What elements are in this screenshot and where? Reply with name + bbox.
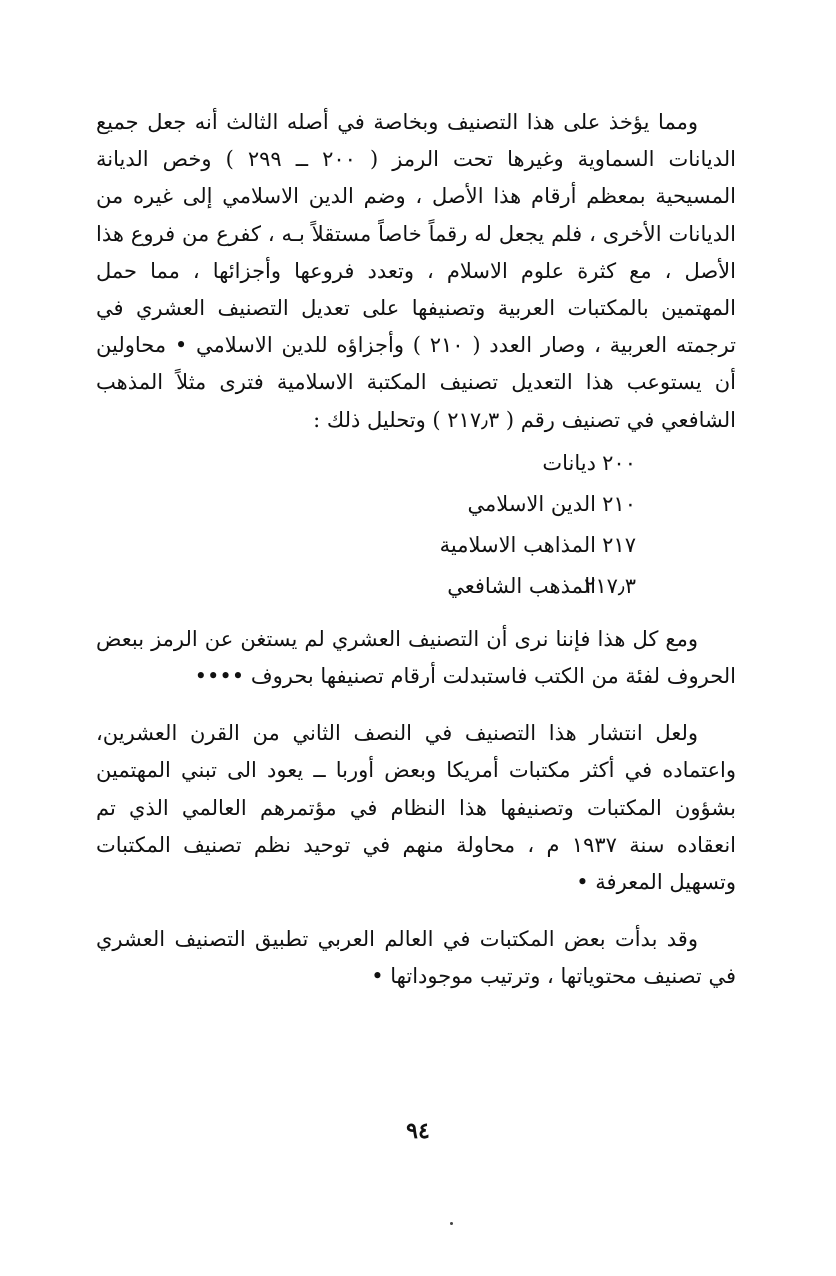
classification-table: [96, 443, 736, 607]
classification-code: ٢١٠: [602, 492, 636, 517]
classification-row: [96, 484, 736, 525]
paragraph-spread: ولعل انتشار هذا التصنيف في النصف الثاني من القرن العشرين، واعتماده في أكثر مكتبات أمريكا وبعض أوربا ــ يعود الى تبني المهتمين بشؤون المكتبات وتصنيفها هذا النظام في مؤتمرهم العالمي الذي تم انعقاده سنة ١٩٣٧ م ، محاولة منهم في توحيد نظم تصنيف المكتبات وتسهيل المعرفة •: [96, 721, 736, 895]
classification-code: ٢١٧: [602, 533, 636, 558]
paragraph-criticism: ومما يؤخذ على هذا التصنيف وبخاصة في أصله الثالث أنه جعل جميع الديانات السماوية وغيرها تحت الرمز ( ٢٠٠ ــ ٢٩٩ ) وخص الديانة المسيحية بمعظم أرقام هذا الأصل ، وضم الدين الاسلامي إلى غيره من الديانات الأخرى ، فلم يجعل له رقماً خاصاً مستقلاً بـه ، كفرع من فروع هذا الأصل ، مع كثرة علوم الاسلام ، وتعدد فروعها وأجزائها ، مما حمل المهتمين بالمكتبات العربية وتصنيفها على تعديل التصنيف العشري في ترجمته العربية ، وصار العدد ( ٢١٠ ) وأجزاؤه للدين الاسلامي • محاولين أن يستوعب هذا التعديل تصنيف المكتبة الاسلامية فترى مثلاً المذهب الشافعي في تصنيف رقم ( ٢١٧٫٣ ) وتحليل ذلك :: [96, 110, 737, 432]
classification-term: ديانات: [542, 451, 596, 476]
classification-row: [96, 566, 736, 607]
classification-row: [96, 525, 736, 566]
classification-code: ٢٠٠: [602, 451, 636, 476]
paragraph-arab-world: وقد بدأت بعض المكتبات في العالم العربي تطبيق التصنيف العشري في تصنيف محتوياتها ، وترتيب موجوداتها •: [96, 927, 736, 989]
page-number: ٩٤: [406, 1118, 430, 1144]
classification-term: المذهب الشافعي: [447, 574, 596, 599]
classification-code: ٢١٧٫٣: [584, 574, 636, 599]
print-speck: [450, 1222, 453, 1225]
classification-term: المذاهب الاسلامية: [439, 533, 596, 558]
paragraph-letters: ومع كل هذا فإننا نرى أن التصنيف العشري لم يستغن عن الرمز ببعض الحروف لفئة من الكتب فاستبدلت أرقام تصنيفها بحروف ••••: [96, 626, 736, 689]
classification-row: [96, 443, 736, 484]
classification-term: الدين الاسلامي: [467, 492, 596, 517]
page-body: [96, 104, 736, 996]
